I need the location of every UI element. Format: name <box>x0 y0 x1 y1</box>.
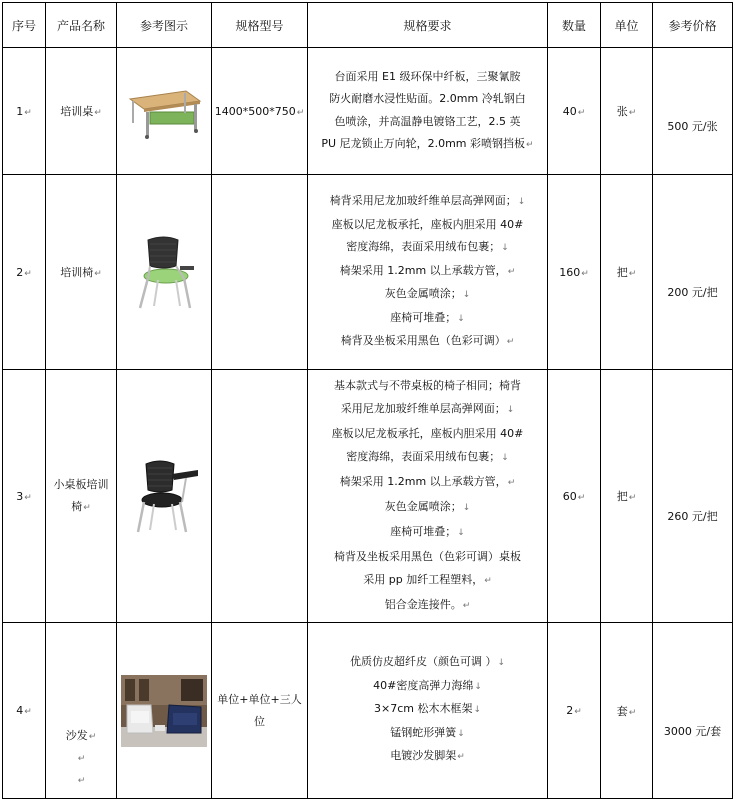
header-model: 规格型号 <box>212 3 308 48</box>
cell-name: 小桌板培训椅↵ <box>46 370 117 623</box>
requirement-line: 锰钢蛇形弹簧↓ <box>390 725 465 739</box>
requirement-line: 台面采用 E1 级环保中纤板，三聚氰胺 <box>334 69 521 83</box>
requirement-line: 灰色金属喷涂；↓ <box>384 287 471 301</box>
cell-price: 3000 元/套 <box>653 623 733 799</box>
table-row <box>3 370 733 623</box>
header-image: 参考图示 <box>117 3 212 48</box>
cell-model: 1400*500*750↵ <box>212 48 308 175</box>
table-row <box>3 48 733 175</box>
training-desk-image <box>124 81 204 141</box>
requirement-line: 3×7cm 松木木框架↓ <box>373 702 482 715</box>
cell-unit: 把↵ <box>601 175 653 370</box>
cell-unit: 套↵ <box>601 623 653 799</box>
cell-requirements <box>308 370 548 623</box>
requirement-line: 铝合金连接件。↵ <box>384 598 471 611</box>
header-price: 参考价格 <box>653 3 733 48</box>
requirement-line: 密度海绵，表面采用绒布包裹；↓ <box>346 450 509 463</box>
cell-price: 260 元/把 <box>653 370 733 623</box>
cell-name: 培训桌↵ <box>46 48 117 175</box>
header-row <box>3 3 733 48</box>
cell-unit: 把↵ <box>601 370 653 623</box>
requirement-line: 椅架采用 1.2mm 以上承载方管，↵ <box>339 475 516 488</box>
cell-qty: 40↵ <box>548 48 601 175</box>
cell-image <box>117 370 212 623</box>
cell-name: 培训椅↵ <box>46 175 117 370</box>
requirement-line: 座椅可堆叠；↓ <box>390 525 465 538</box>
cell-name: 沙发↵ ↵ ↵ <box>46 623 117 799</box>
requirement-line: 电镀沙发脚架↵ <box>390 749 465 762</box>
requirement-line: PU 尼龙锁止万向轮，2.0mm 彩喷钢挡板↵ <box>321 137 534 150</box>
requirement-line: 灰色金属喷涂；↓ <box>384 500 471 513</box>
cell-qty: 2↵ <box>548 623 601 799</box>
requirement-line: 优质仿皮超纤皮（颜色可调 ）↓ <box>349 655 506 668</box>
cell-requirements <box>308 48 548 175</box>
header-requirements: 规格要求 <box>308 3 548 48</box>
requirement-line: 座椅可堆叠；↓ <box>390 310 465 324</box>
cell-image <box>117 48 212 175</box>
cell-price: 200 元/把 <box>653 175 733 370</box>
cell-model <box>212 175 308 370</box>
requirement-line: 座板以尼龙板承托，座板内胆采用 40# <box>331 427 524 440</box>
cell-model: 单位+单位+三人位 <box>212 623 308 799</box>
header-name: 产品名称 <box>46 3 117 48</box>
table-row <box>3 175 733 370</box>
requirement-line: 色喷涂，并高温静电镀铬工艺，2.5 英 <box>334 114 521 128</box>
cell-no: 3↵ <box>3 370 46 623</box>
requirement-line: 采用尼龙加玻纤维单层高弹网面；↓ <box>340 402 515 415</box>
header-no: 序号 <box>3 3 46 48</box>
cell-image <box>117 623 212 799</box>
header-unit: 单位 <box>601 3 653 48</box>
table-row <box>3 623 733 799</box>
requirement-line: 基本款式与不带桌板的椅子相同；椅背 <box>334 379 521 392</box>
cell-requirements <box>308 623 548 799</box>
requirement-line: 座板以尼龙板承托，座板内胆采用 40# <box>331 217 524 231</box>
cell-model <box>212 370 308 623</box>
cell-qty: 60↵ <box>548 370 601 623</box>
requirement-line: 40#密度高弹力海绵↓ <box>373 678 482 692</box>
requirement-line: 密度海绵，表面采用绒布包裹；↓ <box>346 240 509 254</box>
cell-image <box>117 175 212 370</box>
cell-no: 2↵ <box>3 175 46 370</box>
requirement-line: 椅背及坐板采用黑色（色彩可调）↵ <box>340 334 515 348</box>
requirement-line: 椅背采用尼龙加玻纤维单层高弹网面；↓ <box>329 194 526 208</box>
requirement-line: 椅架采用 1.2mm 以上承载方管，↵ <box>339 263 516 277</box>
cell-no: 1↵ <box>3 48 46 175</box>
cell-no: 4↵ <box>3 623 46 799</box>
requirement-line: 采用 pp 加纤工程塑料，↵ <box>363 573 492 586</box>
cell-qty: 160↵ <box>548 175 601 370</box>
cell-requirements <box>308 175 548 370</box>
requirement-line: 椅背及坐板采用黑色（色彩可调）桌板 <box>334 550 521 563</box>
training-chair-image <box>128 232 200 312</box>
cell-unit: 张↵ <box>601 48 653 175</box>
tablet-arm-chair-image <box>128 456 200 536</box>
sofa-image <box>121 675 207 747</box>
spec-table <box>2 2 733 799</box>
cell-price: 500 元/张 <box>653 48 733 175</box>
requirement-line: 防火耐磨水浸性贴面。2.0mm 冷轧钢白 <box>329 92 526 105</box>
header-qty: 数量 <box>548 3 601 48</box>
